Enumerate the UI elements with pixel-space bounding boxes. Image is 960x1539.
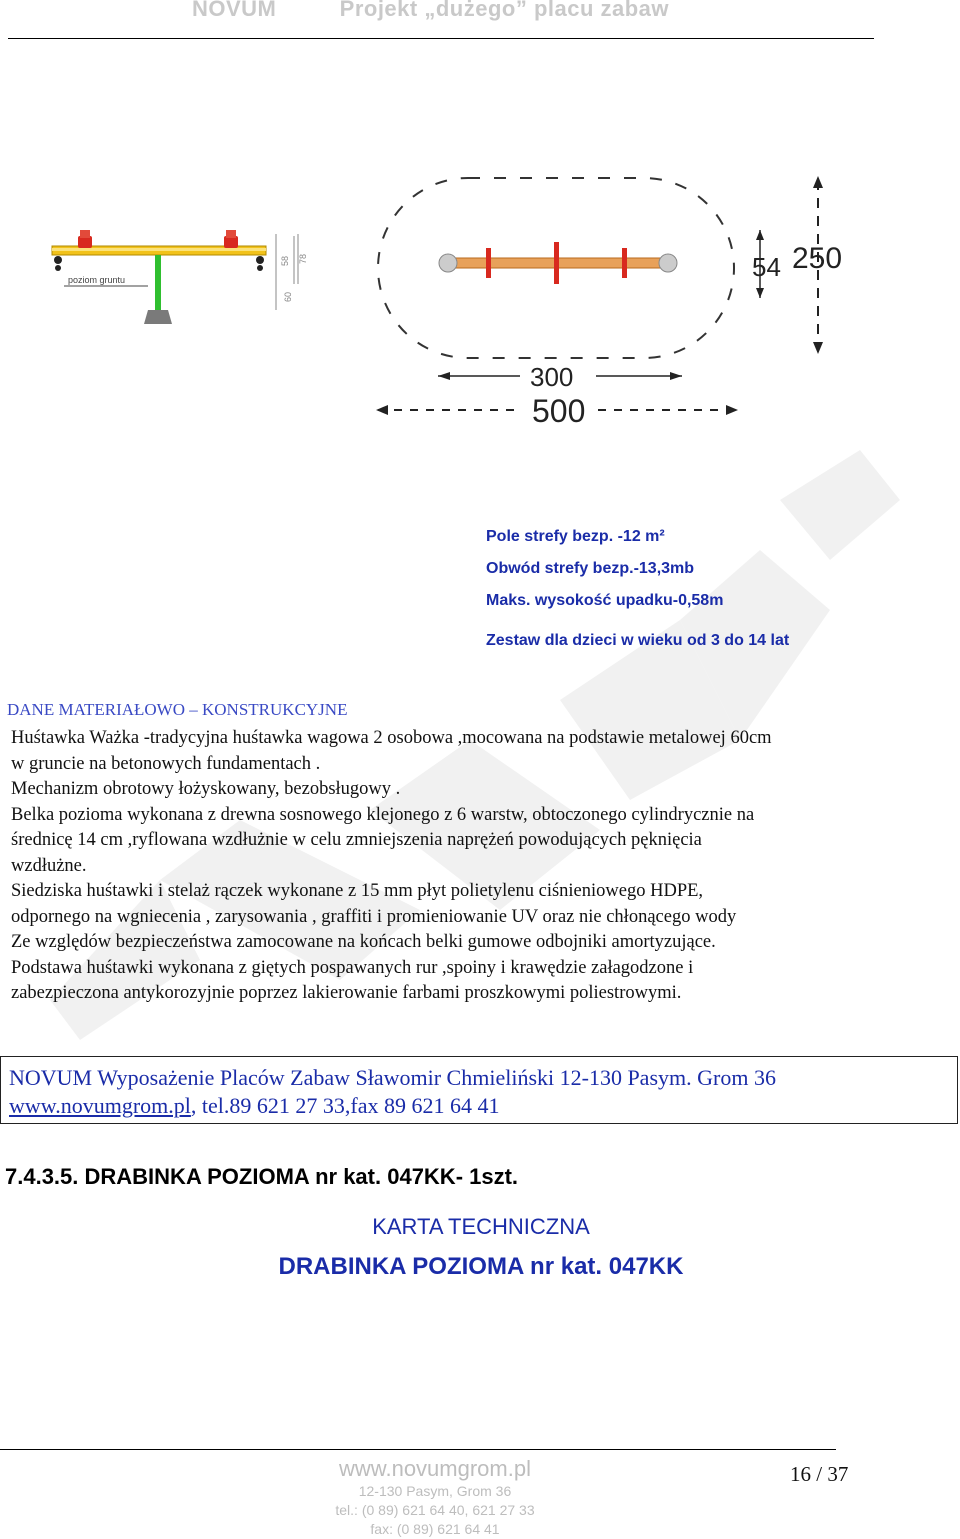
dim-54: 54 <box>752 252 781 282</box>
header-project-title: Projekt „dużego” placu zabaw <box>339 0 670 21</box>
dim-58: 58 <box>280 255 290 266</box>
footer-phone: tel.: (0 89) 621 64 40, 621 27 33 <box>335 1502 535 1518</box>
seesaw-side-view-drawing <box>48 224 318 334</box>
fall-height: Maks. wysokość upadku-0,58m <box>486 592 724 609</box>
section-heading: DANE MATERIAŁOWO – KONSTRUKCYJNE <box>7 700 348 719</box>
section-body <box>11 726 931 1007</box>
body-line: Mechanizm obrotowy łożyskowany, bezobsługowy . <box>11 779 401 799</box>
card-title <box>0 1214 960 1240</box>
header-rule <box>8 38 874 39</box>
dim-500: 500 <box>532 393 586 429</box>
body-line: Belka pozioma wykonana z drewna sosnowego klejonego z 6 warstw, obtoczonego cylindrycznie na <box>11 804 755 825</box>
footer-website: www.novumgrom.pl <box>339 1456 531 1481</box>
next-item-heading: 7.4.3.5. DRABINKA POZIOMA nr kat. 047KK- 1szt. <box>5 1164 519 1189</box>
body-line: Podstawa huśtawki wykonana z giętych pospawanych rur ,spoiny i krawędzie załagodzone i <box>11 957 694 978</box>
card-subtitle-text: DRABINKA POZIOMA nr kat. 047KK <box>278 1253 684 1280</box>
company-line: NOVUM Wyposażenie Placów Zabaw Sławomir Chmieliński 12-130 Pasym. Grom 36 <box>9 1065 776 1090</box>
dim-78: 78 <box>298 253 308 264</box>
header-title <box>192 0 669 22</box>
contact-line <box>9 1093 500 1119</box>
body-line: Huśtawka Ważka -tradycyjna huśtawka wagowa 2 osobowa ,mocowana na podstawie metalowej 60cm <box>11 728 772 748</box>
body-line: zabezpieczona antykorozyjnie poprzez lakierowanie farbami proszkowymi poliestrowymi. <box>11 983 682 1003</box>
safety-area: Pole strefy bezp. -12 m² <box>486 528 665 545</box>
phones-text: , tel.89 621 27 33,fax 89 621 64 41 <box>190 1093 500 1118</box>
footer-fax: fax: (0 89) 621 64 41 <box>370 1521 500 1537</box>
website-link[interactable]: www.novumgrom.pl <box>9 1093 191 1118</box>
dim-60: 60 <box>283 291 293 302</box>
body-line: średnicę 14 cm ,ryflowana wzdłużnie w celu zmniejszenia naprężeń powodujących pęknięcia <box>11 830 702 850</box>
footer-address: 12-130 Pasym, Grom 36 <box>358 1483 512 1499</box>
body-line: wzdłużne. <box>11 855 87 876</box>
body-line: w gruncie na betonowych fundamentach . <box>11 753 321 774</box>
seesaw-top-view-drawing <box>370 170 870 430</box>
dim-250: 250 <box>792 242 843 275</box>
body-line: odpornego na wgniecenia , zarysowania , graffiti i promieniowanie UV oraz nie chłonącego wody <box>11 906 737 927</box>
dim-300: 300 <box>530 362 574 392</box>
body-line: Ze względów bezpieczeństwa zamocowane na końcach belki gumowe odbojniki amortyzujące. <box>11 932 716 952</box>
contact-box <box>0 1056 958 1124</box>
body-line: Siedziska huśtawki i stelaż rączek wykonane z 15 mm płyt polietylenu ciśnieniowego HDPE, <box>11 881 704 901</box>
header-brand: NOVUM <box>192 0 277 21</box>
ground-label: poziom gruntu <box>68 275 126 285</box>
footer-rule <box>282 1449 836 1450</box>
page-number: 16 / 37 <box>790 1462 849 1486</box>
age-range: Zestaw dla dzieci w wieku od 3 do 14 lat <box>486 632 790 649</box>
card-title-text: KARTA TECHNICZNA <box>372 1214 590 1239</box>
card-subtitle <box>0 1253 960 1281</box>
safety-perimeter: Obwód strefy bezp.-13,3mb <box>486 560 695 577</box>
